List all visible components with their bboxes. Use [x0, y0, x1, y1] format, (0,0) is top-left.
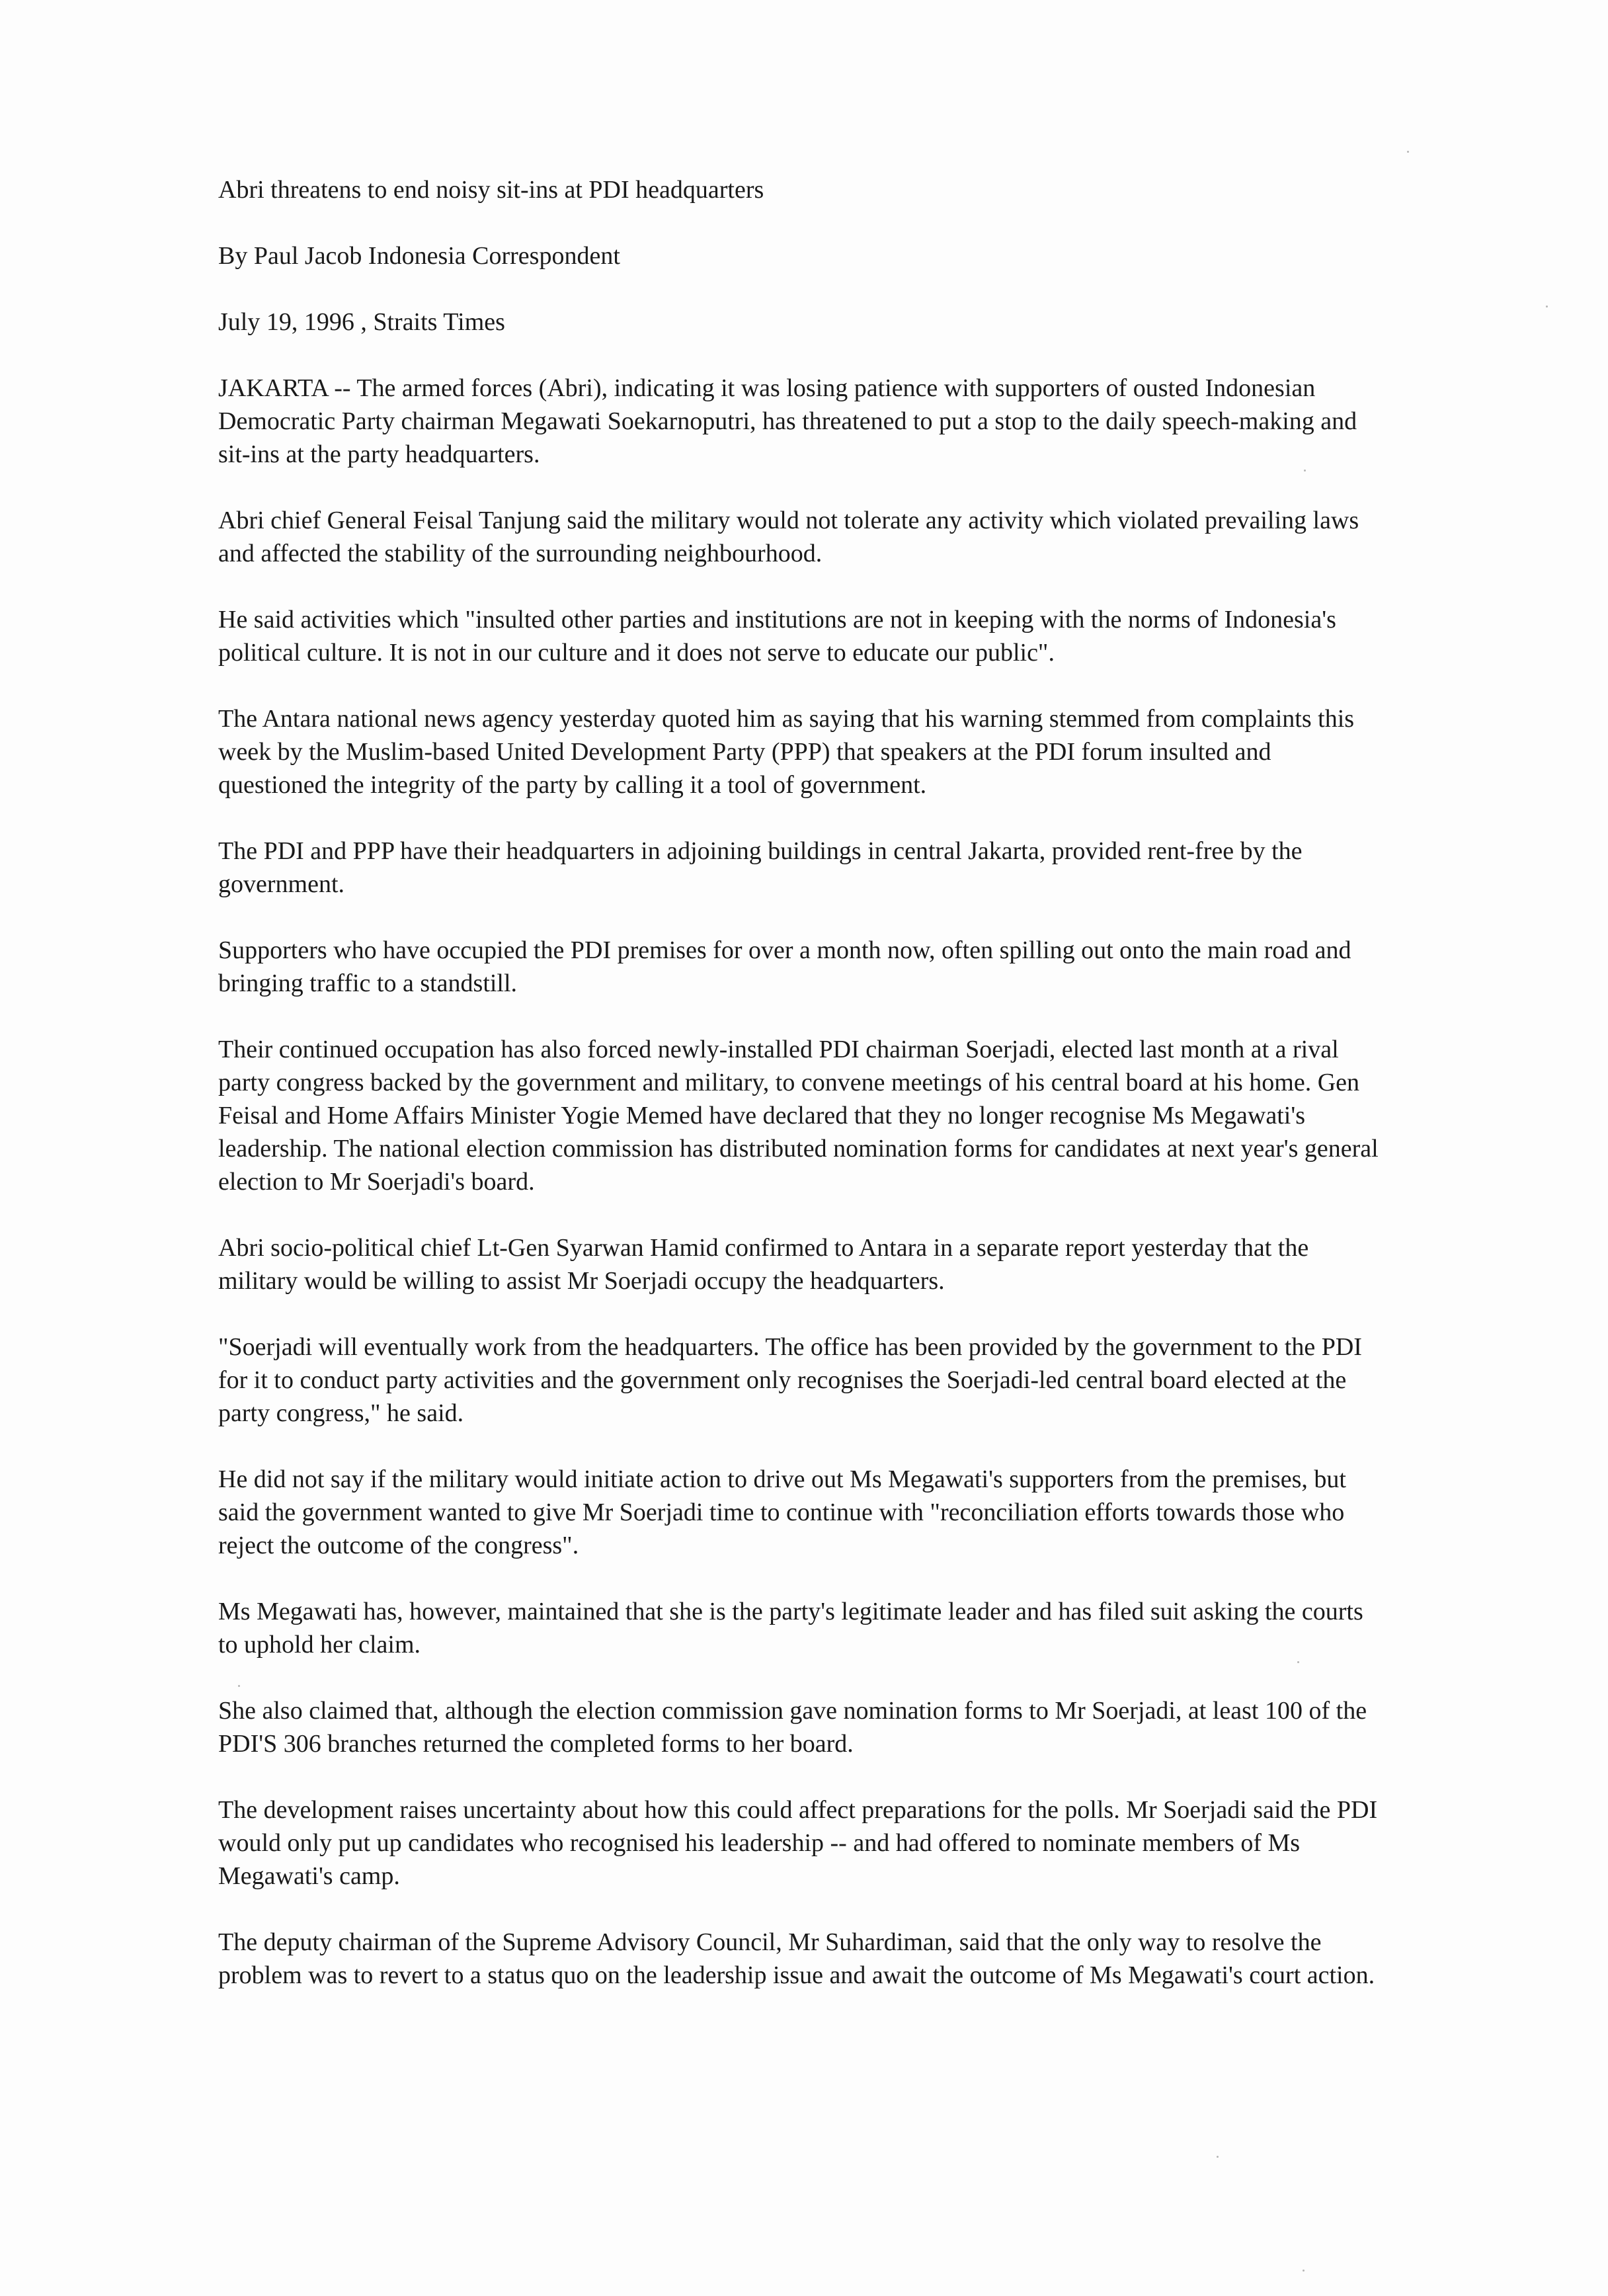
- paragraph-10: He did not say if the military would initiate action to drive out Ms Megawati's supporters from the premises, but said the government wanted to give Mr Soerjadi time to continue with "reconciliation efforts towards those who reject the outcome of the congress".: [218, 1465, 1346, 1559]
- paragraph-3: He said activities which "insulted other parties and institutions are not in keeping with the norms of Indonesia's political culture. It is not in our culture and it does not serve to educate our public".: [218, 606, 1336, 667]
- headline: Abri threatens to end noisy sit-ins at PDI headquarters: [218, 176, 764, 204]
- paragraph-8: Abri socio-political chief Lt-Gen Syarwan Hamid confirmed to Antara in a separate report yesterday that the military would be willing to assist Mr Soerjadi occupy the headquarters.: [218, 1234, 1309, 1295]
- paragraph-7: Their continued occupation has also forced newly-installed PDI chairman Soerjadi, elected last month at a rival party congress backed by the government and military, to convene meetings of his central board at his home. Gen Feisal and Home Affairs Minister Yogie Memed have declared that they no longer recognise Ms Megawati's leadership. The national election commission has distributed nomination forms for candidates at next year's general election to Mr Soerjadi's board.: [218, 1036, 1379, 1196]
- article: [218, 173, 1382, 2025]
- paragraph-2: Abri chief General Feisal Tanjung said the military would not tolerate any activity which violated prevailing laws and affected the stability of the surrounding neighbourhood.: [218, 507, 1359, 567]
- scan-speck: [238, 1685, 240, 1687]
- scan-speck: [1546, 306, 1548, 308]
- paragraph-6: Supporters who have occupied the PDI premises for over a month now, often spilling out onto the main road and bringing traffic to a standstill.: [218, 936, 1351, 997]
- scan-speck: [1304, 470, 1306, 472]
- scan-speck: [1303, 2270, 1305, 2272]
- paragraph-14: The deputy chairman of the Supreme Advisory Council, Mr Suhardiman, said that the only way to resolve the problem was to revert to a status quo on the leadership issue and await the outcome of Ms Megawati's court action.: [218, 1928, 1375, 1989]
- scan-speck: [1297, 1661, 1299, 1663]
- byline: By Paul Jacob Indonesia Correspondent: [218, 242, 620, 270]
- paragraph-4: The Antara national news agency yesterday quoted him as saying that his warning stemmed from complaints this week by the Muslim-based United Development Party (PPP) that speakers at the PDI forum insulted and questioned the integrity of the party by calling it a tool of government.: [218, 705, 1355, 799]
- paragraph-13: The development raises uncertainty about how this could affect preparations for the polls. Mr Soerjadi said the PDI would only put up candidates who recognised his leadership -- and had offered to nominate members of Ms Megawati's camp.: [218, 1796, 1378, 1890]
- scan-speck: [1407, 151, 1409, 153]
- paragraph-1: JAKARTA -- The armed forces (Abri), indicating it was losing patience with supporters of ousted Indonesian Democratic Party chairman Megawati Soekarnoputri, has threatened to put a stop to the daily speech-making and sit-ins at the party headquarters.: [218, 374, 1357, 468]
- paragraph-5: The PDI and PPP have their headquarters in adjoining buildings in central Jakarta, provided rent-free by the government.: [218, 837, 1303, 898]
- dateline: July 19, 1996 , Straits Times: [218, 308, 505, 336]
- paragraph-11: Ms Megawati has, however, maintained that she is the party's legitimate leader and has filed suit asking the courts to uphold her claim.: [218, 1598, 1363, 1659]
- paragraph-9: "Soerjadi will eventually work from the headquarters. The office has been provided by the government to the PDI for it to conduct party activities and the government only recognises the Soerjadi-led central board elected at the party congress," he said.: [218, 1333, 1362, 1427]
- scan-speck: [1217, 2156, 1219, 2158]
- paragraph-12: She also claimed that, although the election commission gave nomination forms to Mr Soerjadi, at least 100 of the PDI'S 306 branches returned the completed forms to her board.: [218, 1697, 1367, 1758]
